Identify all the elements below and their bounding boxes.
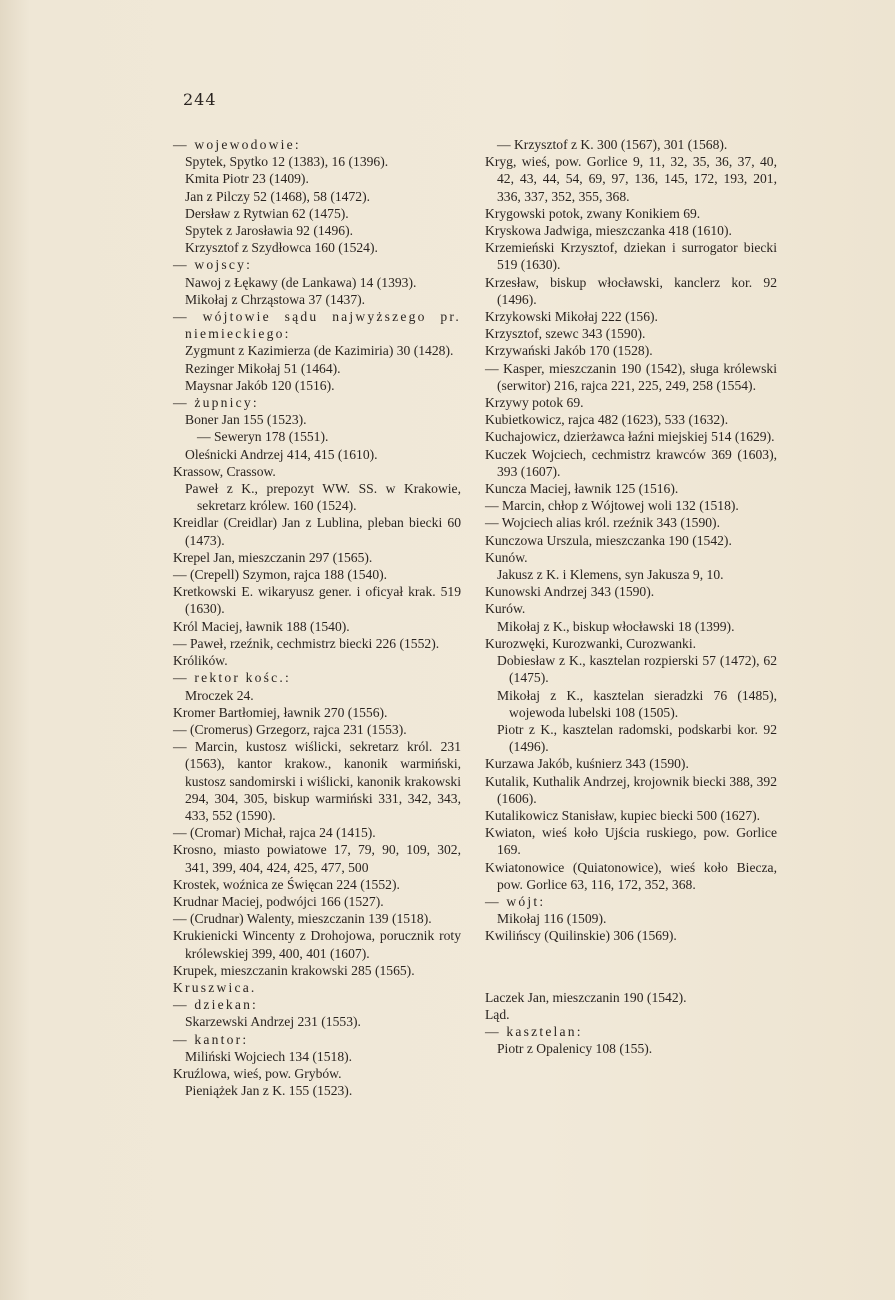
index-entry: Krudnar Maciej, podwójci 166 (1527). [173,893,384,909]
index-entry: Kunczowa Urszula, mieszczanka 190 (1542). [485,532,732,548]
index-entry: Kretkowski E. wikaryusz gener. i oficyał krak. 519 (1630). [173,584,461,617]
index-entry: Laczek Jan, mieszczanin 190 (1542). [485,989,687,1005]
index-heading: Kruszwica. [173,979,257,995]
index-entry: Kutalik, Kuthalik Andrzej, krojownik biecki 388, 392 (1606). [485,773,777,806]
index-heading: — dziekan: [173,997,259,1013]
index-entry: Kwilińscy (Quilinskie) 306 (1569). [485,928,677,944]
index-entry: Ląd. [485,1006,510,1022]
index-entry: Kuchajowicz, dzierżawca łaźni miejskiej 514 (1629). [485,429,775,445]
index-entry: — Marcin, chłop z Wójtowej woli 132 (1518). [485,498,739,514]
index-entry: — Paweł, rzeźnik, cechmistrz biecki 226 (1552). [173,635,440,651]
index-heading: — kantor: [173,1031,249,1047]
index-entry: Krzywy potok 69. [485,395,584,411]
index-entry: — (Cromar) Michał, rajca 24 (1415). [173,825,376,841]
index-entry: — Kasper, mieszczanin 190 (1542), sługa królewski (serwitor) 216, rajca 221, 225, 249, 258 (1554). [485,360,777,393]
index-entry: Krzesław, biskup włocławski, kanclerz kor. 92 (1496). [485,274,777,307]
index-entry: Krukienicki Wincenty z Drohojowa, porucznik roty królewskiej 399, 400, 401 (1607). [173,928,461,961]
index-entry: Jan z Pilczy 52 (1468), 58 (1472). [185,188,370,204]
index-entry: Krassow, Crassow. [173,463,276,479]
index-entry: Paweł z K., prepozyt WW. SS. w Krakowie, sekretarz królew. 160 (1524). [185,481,461,514]
index-entry: Maysnar Jakób 120 (1516). [185,377,335,393]
index-entry: Kunów. [485,549,528,565]
index-entry: Krygowski potok, zwany Konikiem 69. [485,205,701,221]
index-entry: Kurozwęki, Kurozwanki, Curozwanki. [485,635,697,651]
index-entry: Kurów. [485,601,526,617]
index-entry: — Marcin, kustosz wiślicki, sekretarz król. 231 (1563), kantor krakow., kanonik warmiński, kustosz sandomirski i wiślicki, kanonik krakowski 294, 304, 305, biskup warmiński 331, 342, 343, 433, 552 (1590). [173,739,461,823]
index-entry: Kwiaton, wieś koło Ujścia ruskiego, pow. Gorlice 169. [485,825,777,858]
index-entry: — Seweryn 178 (1551). [197,429,329,445]
index-entry: Zygmunt z Kazimierza (de Kazimiria) 30 (1428). [185,343,454,359]
index-entry: Piotr z Opalenicy 108 (155). [497,1041,653,1057]
index-entry: Mroczek 24. [185,687,254,703]
index-entry: Krzysztof, szewc 343 (1590). [485,326,646,342]
index-entry: Jakusz z K. i Klemens, syn Jakusza 9, 10. [497,567,724,583]
index-entry: Kwiatonowice (Quiatonowice), wieś koło Biecza, pow. Gorlice 63, 116, 172, 352, 368. [485,859,777,892]
index-heading: — kasztelan: [485,1023,583,1039]
page-number: 244 [183,90,217,109]
index-entry: Kmita Piotr 23 (1409). [185,171,309,187]
index-entry: Kruźlowa, wieś, pow. Grybów. [173,1065,342,1081]
index-entry: Kubietkowicz, rajca 482 (1623), 533 (1632). [485,412,729,428]
index-entry: Kryskowa Jadwiga, mieszczanka 418 (1610). [485,223,732,239]
index-entry: Kuncza Maciej, ławnik 125 (1516). [485,481,679,497]
index-entry: Piotr z K., kasztelan radomski, podskarbi kor. 92 (1496). [497,721,777,755]
index-heading: — wójtowie sądu najwyższego pr. niemieckiego: [173,309,461,342]
index-entry: Krostek, woźnica ze Święcan 224 (1552). [173,876,400,892]
index-entry: Kuczek Wojciech, cechmistrz krawców 369 (1603), 393 (1607). [485,446,777,479]
index-entry: Oleśnicki Andrzej 414, 415 (1610). [185,446,378,462]
index-entry: Mikołaj 116 (1509). [497,911,607,927]
index-entry: Krzywański Jakób 170 (1528). [485,343,653,359]
index-entry: Krzemieński Krzysztof, dziekan i surrogator biecki 519 (1630). [485,240,777,273]
index-entry: Krzykowski Mikołaj 222 (156). [485,309,658,325]
index-entry: Mikołaj z K., biskup włocławski 18 (1399). [497,618,735,634]
index-heading: — wojewodowie: [173,137,301,152]
index-entry: — (Cromerus) Grzegorz, rajca 231 (1553). [173,721,407,737]
index-entry: Spytek, Spytko 12 (1383), 16 (1396). [185,154,389,170]
index-column-left [173,136,461,1099]
index-entry: Mikołaj z Chrząstowa 37 (1437). [185,291,366,307]
index-entry: Dobiesław z K., kasztelan rozpierski 57 (1472), 62 (1475). [497,653,777,686]
index-entry: Rezinger Mikołaj 51 (1464). [185,360,341,376]
index-entry: Krzysztof z Szydłowca 160 (1524). [185,240,378,256]
index-entry: Dersław z Rytwian 62 (1475). [185,205,349,221]
index-heading: — żupnicy: [173,395,259,411]
index-entry: Krosno, miasto powiatowe 17, 79, 90, 109, 302, 341, 399, 404, 424, 425, 477, 500 [173,842,461,875]
index-entry: Kryg, wieś, pow. Gorlice 9, 11, 32, 35, 36, 37, 40, 42, 43, 44, 54, 69, 97, 136, 145, 172, 193, 201, 336, 337, 352, 355, 368. [485,154,777,204]
index-entry: Królików. [173,653,228,669]
index-heading: — wójt: [485,893,546,909]
index-entry: Nawoj z Łękawy (de Lankawa) 14 (1393). [185,274,417,290]
index-entry: Kromer Bartłomiej, ławnik 270 (1556). [173,704,388,720]
index-entry: Kutalikowicz Stanisław, kupiec biecki 500 (1627). [485,807,761,823]
index-entry: Kurzawa Jakób, kuśnierz 343 (1590). [485,756,689,772]
index-entry: Krupek, mieszczanin krakowski 285 (1565). [173,962,415,978]
index-entry: Miliński Wojciech 134 (1518). [185,1048,353,1064]
index-column-right [485,136,777,1057]
index-entry: Kunowski Andrzej 343 (1590). [485,584,655,600]
index-heading: — wojscy: [173,257,253,273]
index-heading: — rektor kośc.: [173,670,291,686]
index-entry: — (Crudnar) Walenty, mieszczanin 139 (1518). [173,911,432,927]
index-entry: Krepel Jan, mieszczanin 297 (1565). [173,549,373,565]
index-entry: Kreidlar (Creidlar) Jan z Lublina, pleban biecki 60 (1473). [173,515,461,548]
index-entry: Pieniążek Jan z K. 155 (1523). [185,1083,353,1099]
index-entry: Spytek z Jarosławia 92 (1496). [185,223,353,239]
index-entry: Król Maciej, ławnik 188 (1540). [173,618,350,634]
index-entry: — (Crepell) Szymon, rajca 188 (1540). [173,567,388,583]
index-entry: Skarzewski Andrzej 231 (1553). [185,1014,361,1030]
index-entry: — Krzysztof z K. 300 (1567), 301 (1568). [497,137,728,152]
index-entry: Boner Jan 155 (1523). [185,412,307,428]
index-entry: — Wojciech alias król. rzeźnik 343 (1590). [485,515,720,531]
section-gap [485,945,777,989]
index-entry: Mikołaj z K., kasztelan sieradzki 76 (1485), wojewoda lubelski 108 (1505). [497,687,777,720]
